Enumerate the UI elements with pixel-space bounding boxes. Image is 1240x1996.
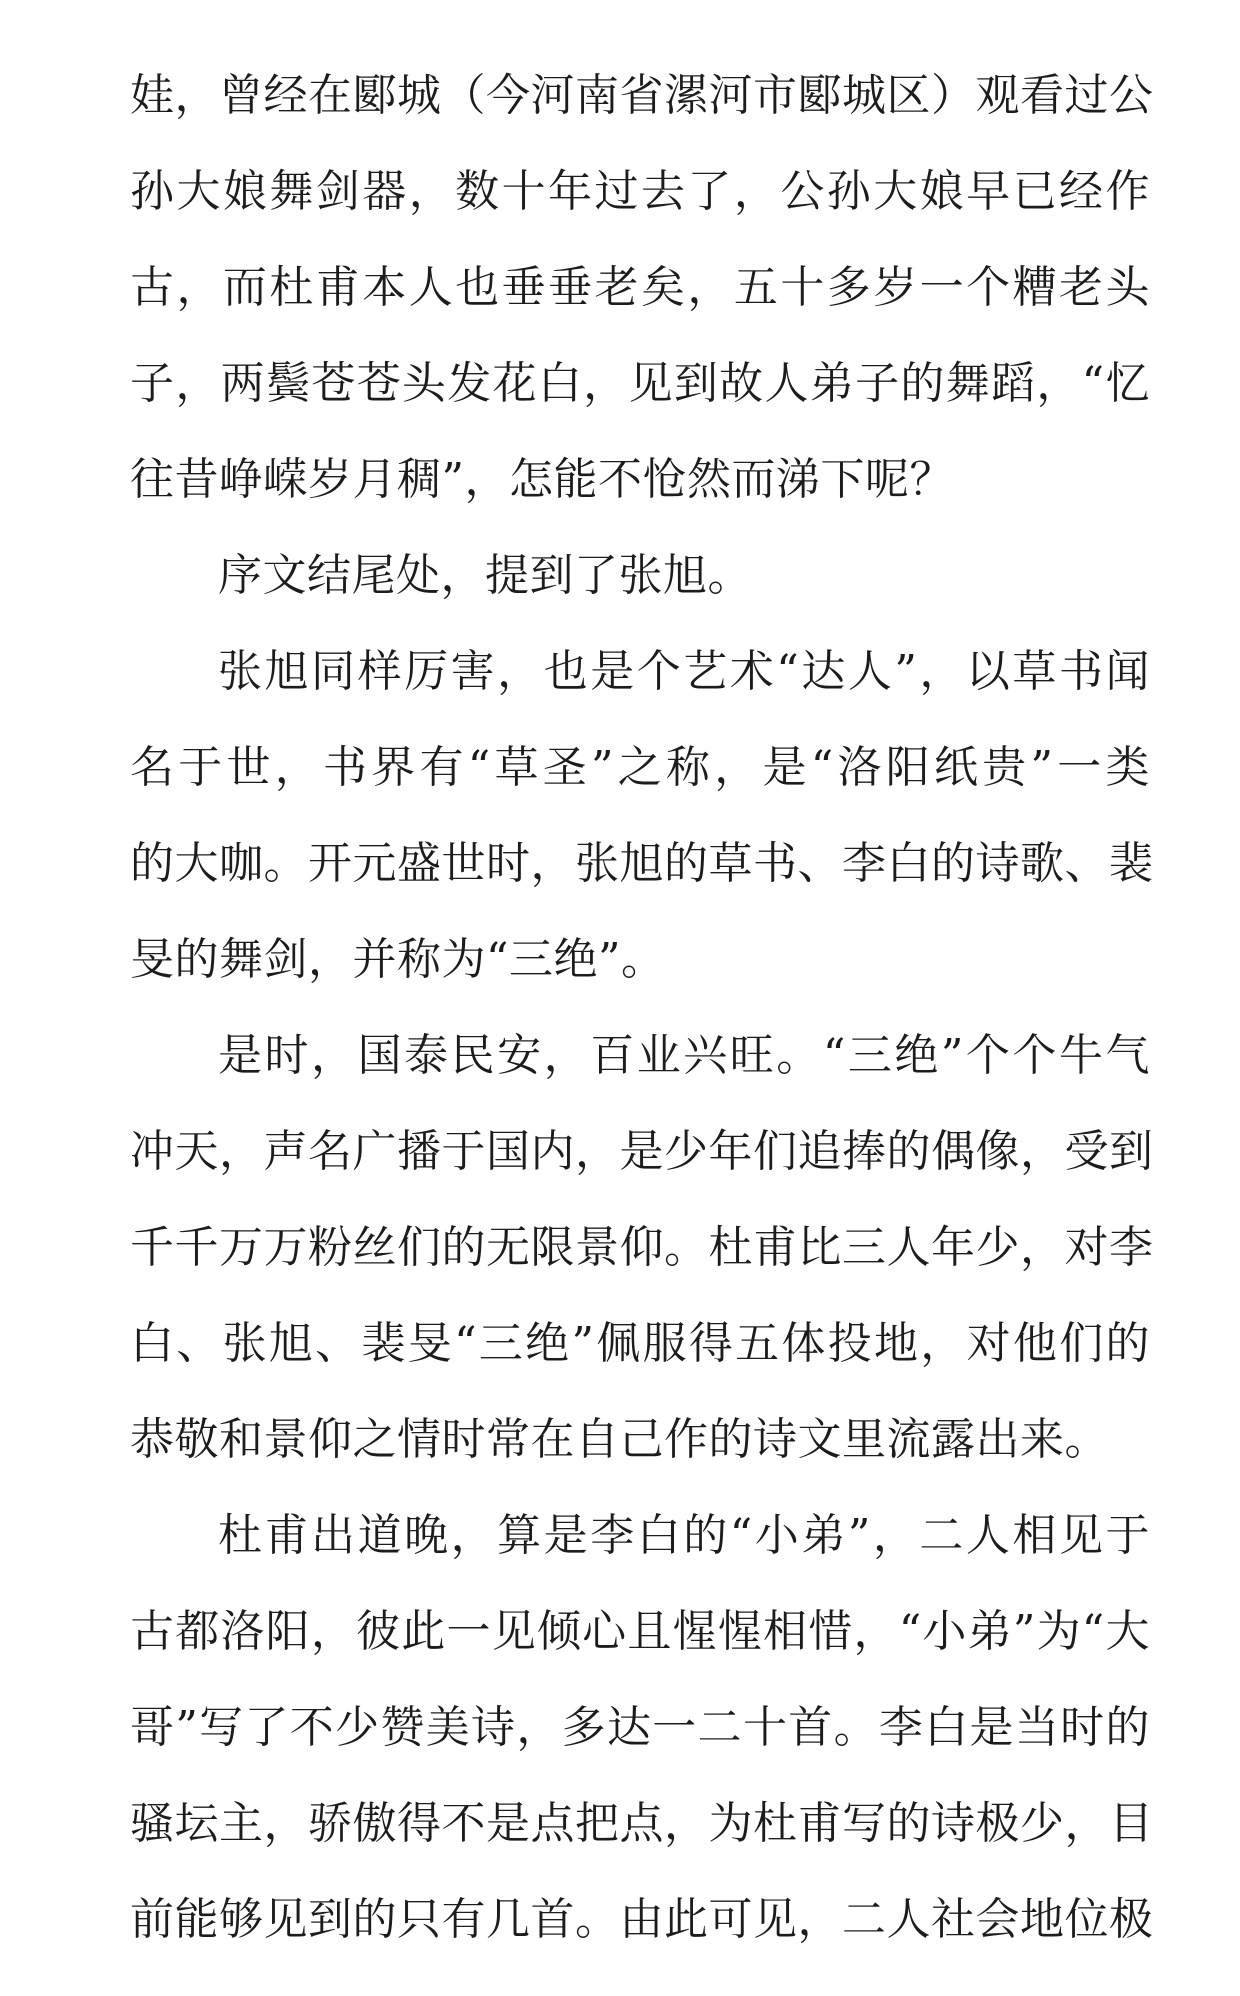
text-line-18: 哥”写了不少赞美诗，多达一二十首。李白是当时的 bbox=[130, 1702, 1150, 1753]
text-line-4: 子，两鬓苍苍头发花白，见到故人弟子的舞蹈，“忆 bbox=[130, 358, 1150, 409]
text-line-20: 前能够见到的只有几首。由此可见，二人社会地位极 bbox=[130, 1894, 1154, 1945]
text-line-3: 古，而杜甫本人也垂垂老矣，五十多岁一个糟老头 bbox=[130, 262, 1150, 313]
text-line-13: 千千万万粉丝们的无限景仰。杜甫比三人年少，对李 bbox=[130, 1222, 1154, 1273]
text-line-7: 张旭同样厉害，也是个艺术“达人”，以草书闻 bbox=[218, 646, 1150, 697]
text-line-5: 往昔峥嵘岁月稠”，怎能不怆然而涕下呢？ bbox=[130, 454, 954, 505]
text-line-10: 旻的舞剑，并称为“三绝”。 bbox=[130, 934, 666, 985]
text-line-19: 骚坛主，骄傲得不是点把点，为杜甫写的诗极少，目 bbox=[130, 1798, 1154, 1849]
body-text bbox=[130, 48, 1154, 1968]
text-line-8: 名于世，书界有“草圣”之称，是“洛阳纸贵”一类 bbox=[130, 742, 1150, 793]
text-line-14: 白、张旭、裴旻“三绝”佩服得五体投地，对他们的 bbox=[130, 1318, 1150, 1369]
text-line-11: 是时，国泰民安，百业兴旺。“三绝”个个牛气 bbox=[218, 1030, 1150, 1081]
text-line-16: 杜甫出道晚，算是李白的“小弟”，二人相见于 bbox=[218, 1510, 1150, 1561]
text-line-1: 娃，曾经在郾城（今河南省漯河市郾城区）观看过公 bbox=[130, 70, 1154, 121]
text-line-12: 冲天，声名广播于国内，是少年们追捧的偶像，受到 bbox=[130, 1126, 1154, 1177]
text-line-9: 的大咖。开元盛世时，张旭的草书、李白的诗歌、裴 bbox=[130, 838, 1154, 889]
text-line-15: 恭敬和景仰之情时常在自己作的诗文里流露出来。 bbox=[130, 1414, 1109, 1465]
text-line-2: 孙大娘舞剑器，数十年过去了，公孙大娘早已经作 bbox=[130, 166, 1150, 217]
text-line-6: 序文结尾处，提到了张旭。 bbox=[218, 550, 752, 601]
text-line-17: 古都洛阳，彼此一见倾心且惺惺相惜，“小弟”为“大 bbox=[130, 1606, 1150, 1657]
